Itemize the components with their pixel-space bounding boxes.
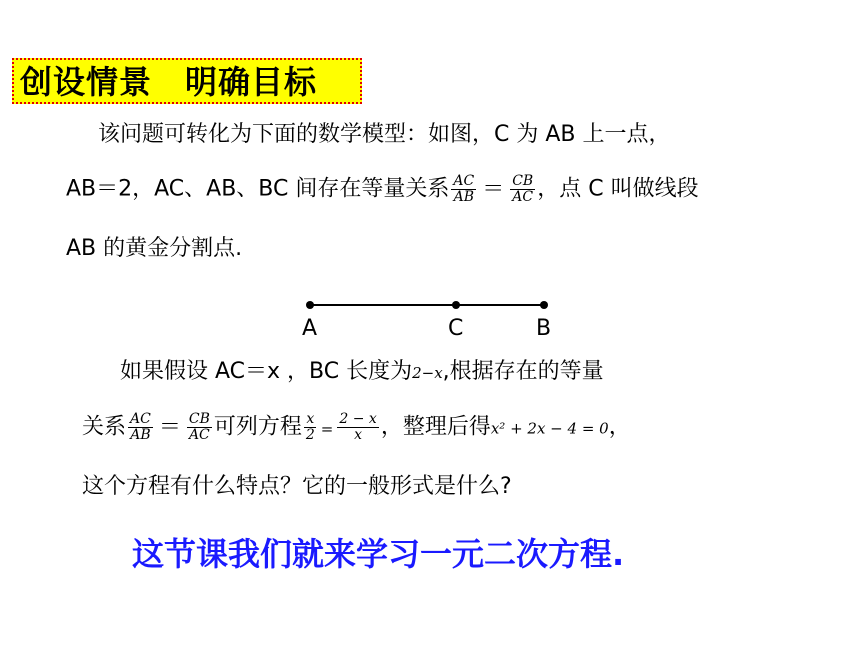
para2-line2-mid: 可列方程 xyxy=(213,414,302,440)
bc-expression: 2−x xyxy=(412,364,443,382)
fraction-ac-ab xyxy=(128,412,153,443)
fraction-cb-ac xyxy=(187,412,212,443)
conclusion-text: 这节课我们就来学习一元二次方程. xyxy=(132,535,625,573)
para2-line2-mid2: ，整理后得 xyxy=(380,414,491,440)
fraction-denominator: AC xyxy=(188,427,210,443)
fraction-ac-ab xyxy=(451,174,476,205)
fraction-2-minus-x-over-x xyxy=(337,412,378,443)
fraction-denominator: x xyxy=(354,427,363,443)
fraction-x-over-2 xyxy=(304,412,317,443)
segment-ab-line xyxy=(310,304,546,306)
fraction-denominator: 2 xyxy=(305,427,315,443)
fraction-numerator: AC xyxy=(453,173,475,189)
section-title-box xyxy=(12,58,362,104)
para2-line2-post: ， xyxy=(608,414,631,440)
section-title: 创设情景 明确目标 xyxy=(20,63,318,101)
para2-line2-pre: 关系 xyxy=(82,414,127,440)
point-b-dot xyxy=(540,301,548,309)
para1-line2-post: ，点 C 叫做线段 xyxy=(537,176,699,202)
fraction-numerator: CB xyxy=(188,411,210,427)
fraction-numerator: AC xyxy=(130,411,151,427)
point-c-label: C xyxy=(448,316,464,341)
equals-sign-small: = xyxy=(320,419,334,438)
fraction-denominator: AB xyxy=(453,189,474,205)
fraction-denominator: AB xyxy=(130,427,151,443)
equals-sign: ＝ xyxy=(482,176,505,202)
fraction-numerator: x xyxy=(306,411,315,427)
point-a-label: A xyxy=(302,316,318,341)
fraction-numerator: CB xyxy=(512,173,534,189)
para2-line1 xyxy=(120,357,604,388)
para1-line2-pre: AB＝2，AC、AB、BC 间存在等量关系 xyxy=(66,176,450,202)
para1-line3: AB 的黄金分割点. xyxy=(66,236,243,261)
fraction-denominator: AC xyxy=(512,189,534,205)
point-b-label: B xyxy=(536,316,552,341)
equals-sign: ＝ xyxy=(158,414,181,440)
fraction-numerator: 2 − x xyxy=(339,411,377,427)
para2-line2 xyxy=(82,412,631,444)
para2-line3: 这个方程有什么特点？它的一般形式是什么? xyxy=(82,474,512,499)
para2-line1-post: ,根据存在的等量 xyxy=(442,359,604,384)
para2-line1-pre: 如果假设 AC＝x ，BC 长度为 xyxy=(120,359,413,384)
point-a-dot xyxy=(306,301,314,309)
para1-line1: 该问题可转化为下面的数学模型：如图，C 为 AB 上一点， xyxy=(98,122,671,147)
point-c-dot xyxy=(452,301,460,309)
para1-line2 xyxy=(66,174,699,205)
quadratic-equation: x² + 2x − 4 = 0 xyxy=(490,419,609,438)
fraction-cb-ac xyxy=(510,174,535,205)
